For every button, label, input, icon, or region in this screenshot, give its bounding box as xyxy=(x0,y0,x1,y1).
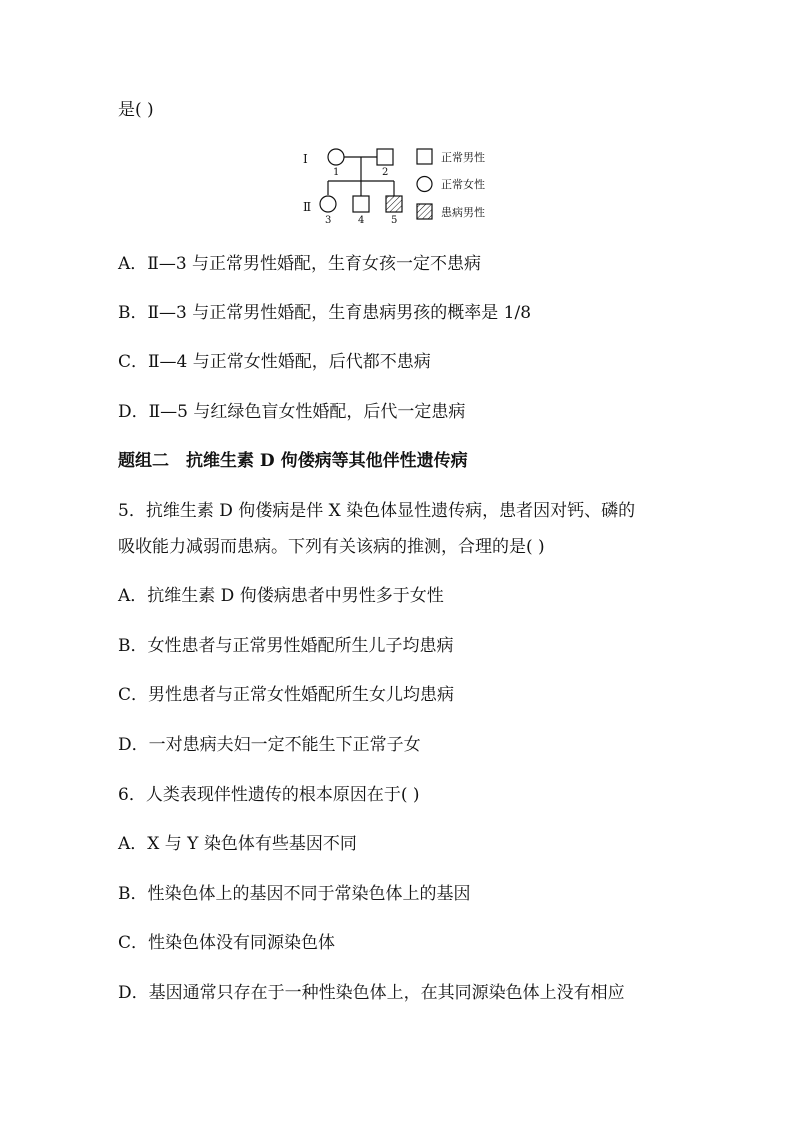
option-5a: A．抗维生素 D 佝偻病患者中男性多于女性 xyxy=(118,586,444,606)
individual-4-number: 4 xyxy=(358,215,365,226)
option-5c: C．男性患者与正常女性婚配所生女儿均患病 xyxy=(118,685,455,705)
legend-normal-male-label: 正常男性 xyxy=(441,151,485,164)
individual-1-normal-female xyxy=(328,149,344,165)
option-6a: A．X 与 Y 染色体有些基因不同 xyxy=(118,834,357,854)
individual-2-number: 2 xyxy=(382,167,389,178)
question-5-line-1: 5．抗维生素 D 佝偻病是伴 X 染色体显性遗传病，患者因对钙、磷的 xyxy=(118,501,636,521)
legend-affected-male-symbol xyxy=(417,204,432,219)
individual-4-normal-male xyxy=(353,196,369,212)
generation-label-2: Ⅱ xyxy=(303,200,312,214)
option-4a: A．Ⅱ—3 与正常男性婚配，生育女孩一定不患病 xyxy=(118,254,482,274)
option-4b: B．Ⅱ—3 与正常男性婚配，生育患病男孩的概率是 1/8 xyxy=(118,303,532,323)
individual-5-affected-male xyxy=(386,196,402,212)
individual-2-normal-male xyxy=(377,149,393,165)
legend-normal-male-symbol xyxy=(417,149,432,164)
generation-label-1: Ⅰ xyxy=(303,152,308,166)
pedigree-diagram xyxy=(300,143,510,228)
legend-normal-female-label: 正常女性 xyxy=(441,178,485,191)
individual-3-normal-female xyxy=(320,196,336,212)
option-6b: B．性染色体上的基因不同于常染色体上的基因 xyxy=(118,884,471,904)
question-stem-tail: 是( ) xyxy=(118,100,154,120)
legend-affected-male-label: 患病男性 xyxy=(441,206,485,219)
question-5-line-2: 吸收能力减弱而患病。下列有关该病的推测，合理的是( ) xyxy=(118,537,545,557)
individual-3-number: 3 xyxy=(325,215,332,226)
option-4d: D．Ⅱ—5 与红绿色盲女性婚配，后代一定患病 xyxy=(118,402,466,422)
option-6c: C．性染色体没有同源染色体 xyxy=(118,933,336,953)
legend-normal-female-symbol xyxy=(417,177,432,192)
question-6: 6．人类表现伴性遗传的根本原因在于( ) xyxy=(118,785,420,805)
individual-5-number: 5 xyxy=(391,215,398,226)
option-6d: D．基因通常只存在于一种性染色体上，在其同源染色体上没有相应 xyxy=(118,983,625,1003)
option-5d: D．一对患病夫妇一定不能生下正常子女 xyxy=(118,735,421,755)
section-heading: 题组二 抗维生素 D 佝偻病等其他伴性遗传病 xyxy=(118,451,468,471)
option-4c: C．Ⅱ—4 与正常女性婚配，后代都不患病 xyxy=(118,352,431,372)
option-5b: B．女性患者与正常男性婚配所生儿子均患病 xyxy=(118,636,454,656)
individual-1-number: 1 xyxy=(333,167,340,178)
